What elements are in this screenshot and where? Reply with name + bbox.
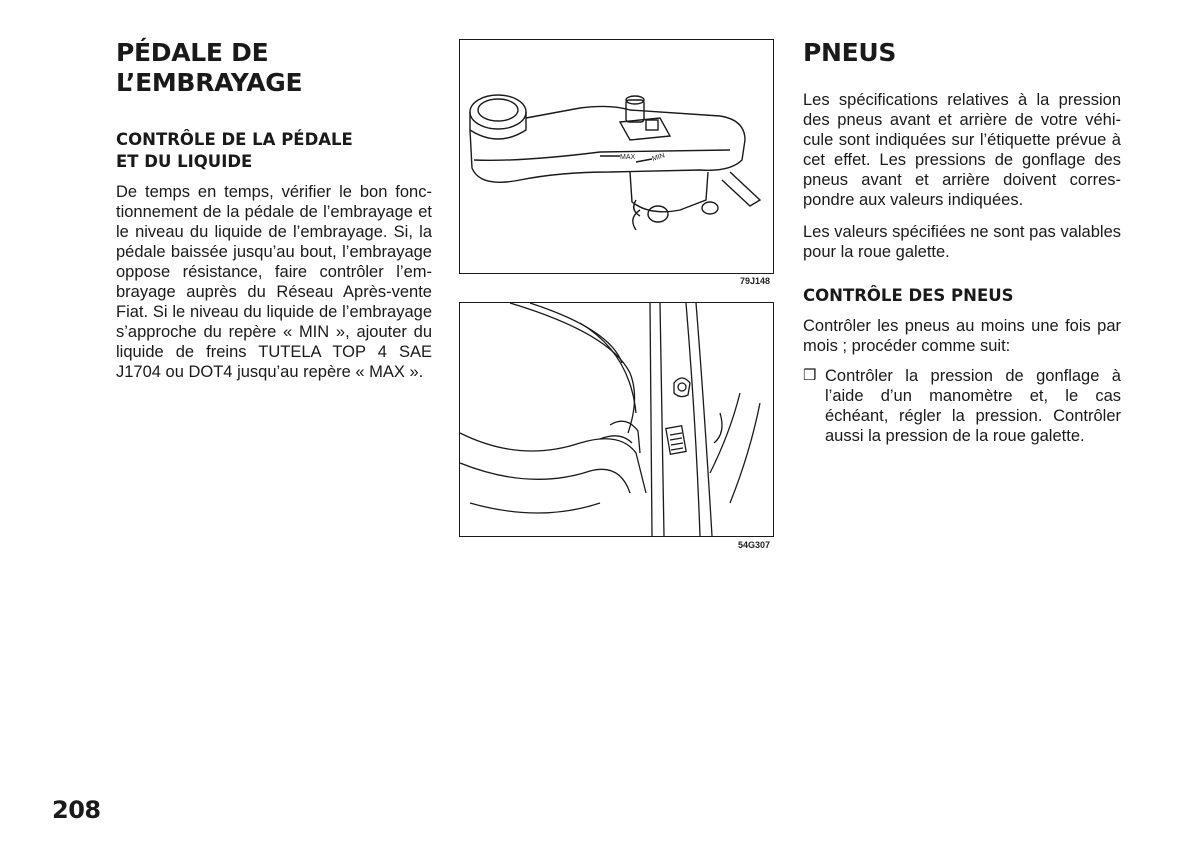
clutch-paragraph: De temps en temps, vérifier le bon fonctionnement de la pédale de l’embrayage et le niveau du liquide de l’embrayage. Si, la pédale baissée jusqu’au bout, l’embrayage oppose résistance, faire contrôler l’embrayage auprès du Réseau Après-vente Fiat. Si le niveau du liquide de l’embrayage s’approche du repère « MIN », ajouter du liquide de freins TUTELA TOP 4 SAE J1704 ou DOT4 jusqu’au repère « MAX ». xyxy=(116,183,432,381)
section-line-2: ET DU LIQUIDE xyxy=(116,152,253,171)
spare-wheel-paragraph: Les valeurs spécifiées ne sont pas valables pour la roue galette. xyxy=(803,223,1121,261)
title-line-2: L’EMBRAYAGE xyxy=(116,68,303,97)
reservoir-drawing xyxy=(460,40,773,273)
page-number: 208 xyxy=(52,796,101,824)
door-pillar-drawing xyxy=(460,303,773,536)
tire-check-heading: CONTRÔLE DES PNEUS xyxy=(803,286,1014,305)
min-mark-label: MIN xyxy=(651,152,666,163)
tire-pressure-paragraph: Les spécifications relatives à la pression des pneus avant et arrière de votre véhicule sont indiquées sur l’étiquette prévue à cet effet. Les pressions de gonflage des pneus avant et arrière doivent correspondre aux valeurs indiquées. xyxy=(803,91,1121,209)
title-line-1: PÉDALE DE xyxy=(116,38,269,67)
right-column xyxy=(803,38,1121,446)
reservoir-illustration xyxy=(459,39,774,274)
tire-check-paragraph: Contrôler les pneus au moins une fois par mois ; procéder comme suit: xyxy=(803,317,1121,355)
section-line-1: CONTRÔLE DE LA PÉDALE xyxy=(116,130,353,149)
tire-label-illustration xyxy=(459,302,774,537)
tire-check-bullet xyxy=(803,366,1121,446)
figure-code-1: 79J148 xyxy=(740,276,771,286)
left-column xyxy=(116,38,432,382)
figure-code-2: 54G307 xyxy=(738,540,771,550)
checkbox-bullet-icon: ❒ xyxy=(803,367,817,384)
clutch-pedal-title xyxy=(116,38,432,98)
tires-title: PNEUS xyxy=(803,38,897,67)
bullet-text: Contrôler la pression de gonflage à l’aide d’un manomètre et, le cas échéant, régler la pression. Contrôler aussi la pression de la roue galette. xyxy=(825,367,1121,445)
max-mark-label: MAX xyxy=(620,154,636,161)
pedal-fluid-check-heading xyxy=(116,129,432,173)
